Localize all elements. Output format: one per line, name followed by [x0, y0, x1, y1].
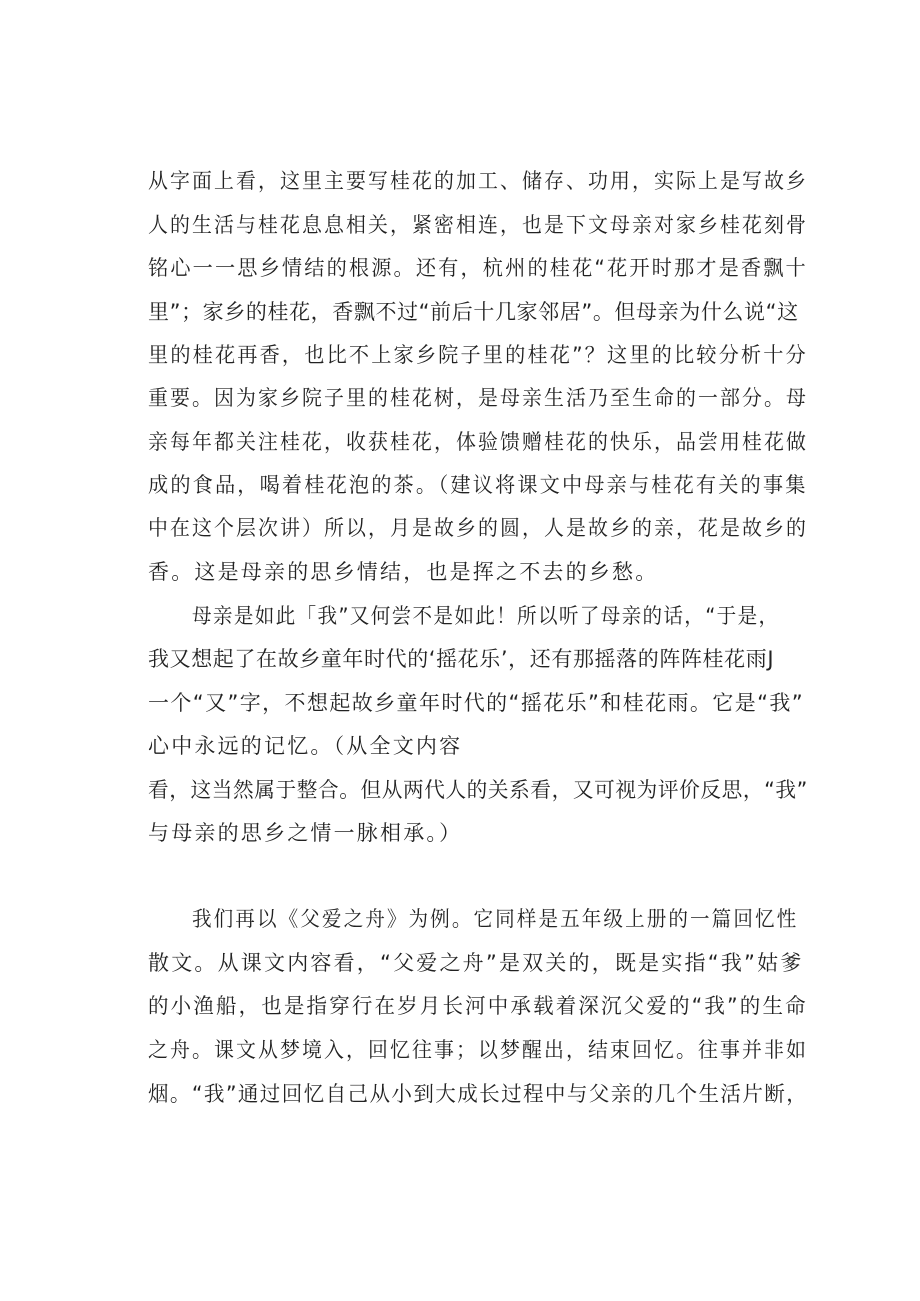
paragraph-1-line-2: 人的生活与桂花息息相关，紧密相连，也是下文母亲对家乡桂花刻骨	[148, 213, 808, 237]
paragraph-3-line-5: 烟。“我”通过回忆自己从小到大成长过程中与父亲的几个生活片断，	[148, 1082, 809, 1106]
paragraph-1-line-6: 重要。因为家乡院子里的桂花树，是母亲生活乃至生命的一部分。母	[148, 386, 808, 410]
paragraph-1-line-9: 中在这个层次讲）所以，月是故乡的圆，人是故乡的亲，花是故乡的	[148, 516, 808, 540]
paragraph-1-line-7: 亲每年都关注桂花，收获桂花，体验馈赠桂花的快乐，品尝用桂花做	[148, 430, 808, 454]
paragraph-1-line-8: 成的食品，喝着桂花泡的茶。（建议将课文中母亲与桂花有关的事集	[148, 473, 808, 497]
paragraph-1-line-5: 里的桂花再香，也比不上家乡院子里的桂花”？这里的比较分析十分	[148, 343, 808, 367]
paragraph-2-line-3: 一个“又”字，不想起故乡童年时代的“摇花乐”和桂花雨。它是“我”	[148, 691, 805, 715]
paragraph-3-line-3: 的小渔船，也是指穿行在岁月长河中承载着深沉父爱的“我”的生命	[148, 994, 808, 1018]
paragraph-2-line-5: 看，这当然属于整合。但从两代人的关系看，又可视为评价反思，“我”	[148, 778, 808, 802]
paragraph-2-line-2: 我又想起了在故乡童年时代的‘摇花乐’，还有那摇落的阵阵桂花雨J	[148, 647, 775, 671]
paragraph-1-line-3: 铭心一一思乡情结的根源。还有，杭州的桂花“花开时那才是香飘十	[148, 256, 808, 280]
paragraph-2-line-4: 心中永远的记忆。（从全文内容	[148, 734, 463, 758]
paragraph-3-line-4: 之舟。课文从梦境入，回忆往事；以梦醒出，结束回忆。往事并非如	[148, 1038, 808, 1062]
paragraph-1-line-4: 里”；家乡的桂花，香飘不过“前后十几家邻居”。但母亲为什么说“这	[148, 300, 799, 324]
paragraph-3-line-1: 我们再以《父爱之舟》为例。它同样是五年级上册的一篇回忆性	[192, 907, 799, 931]
paragraph-1-line-1: 从字面上看，这里主要写桂花的加工、储存、功用，实际上是写故乡	[148, 169, 808, 193]
paragraph-3-line-2: 散文。从课文内容看，“父爱之舟”是双关的，既是实指“我”姑爹	[148, 951, 804, 975]
paragraph-2-line-1: 母亲是如此「我”又何尝不是如此！所以听了母亲的话，“于是，	[192, 604, 780, 628]
paragraph-1-line-10: 香。这是母亲的思乡情结，也是挥之不去的乡愁。	[148, 560, 659, 584]
paragraph-2-line-6: 与母亲的思乡之情一脉相承。）	[148, 821, 463, 845]
